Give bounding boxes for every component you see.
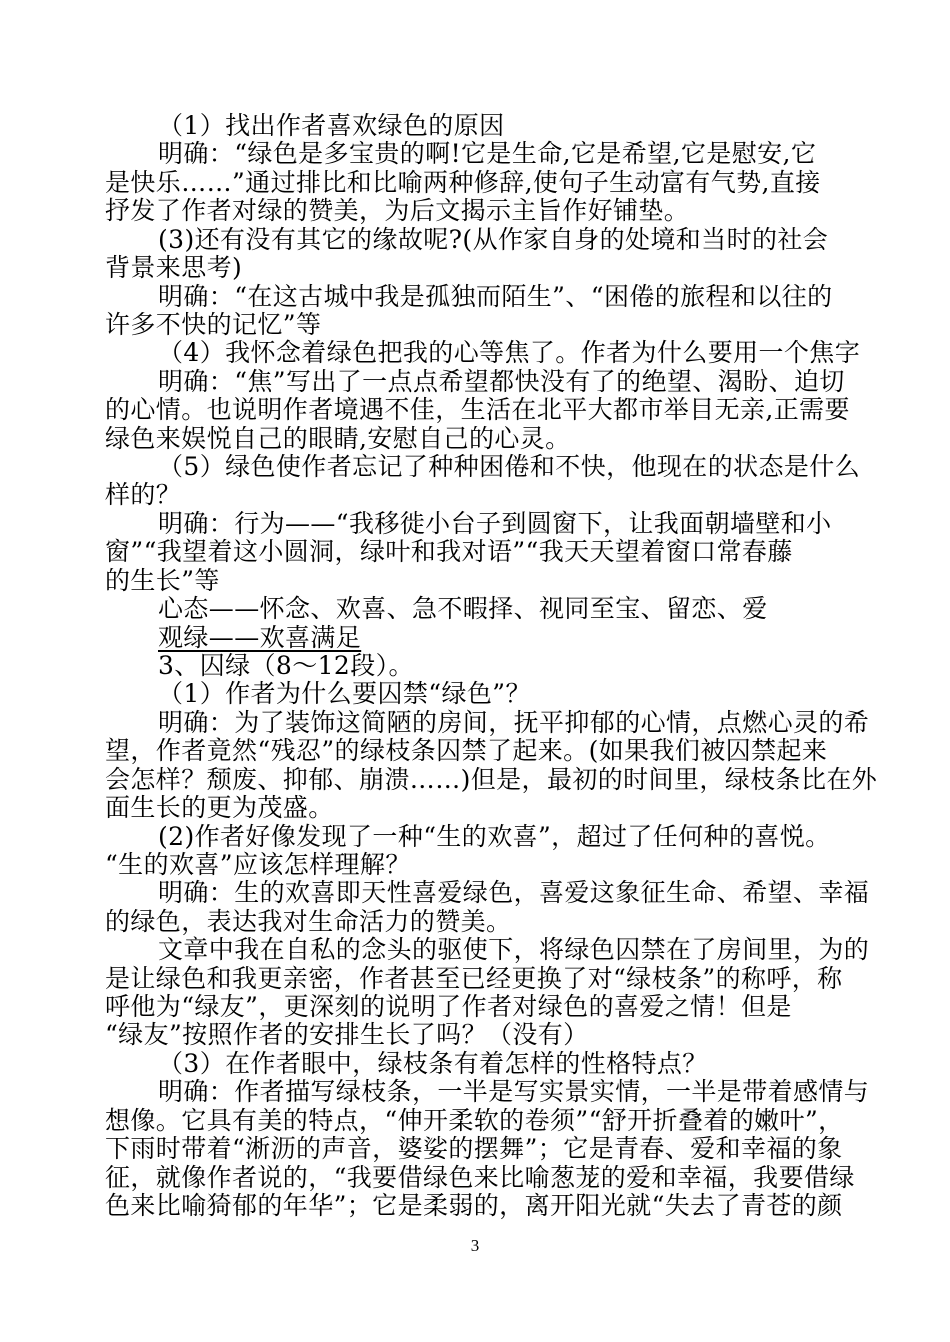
text-line: 许多不快的记忆”等 [105, 310, 322, 339]
section-summary: 观绿——欢喜满足 [158, 623, 362, 652]
text-line: 心态——怀念、欢喜、急不暇择、视同至宝、留恋、爱 [158, 594, 768, 623]
text-line: （1）找出作者喜欢绿色的原因 [158, 111, 505, 140]
text-line: 文章中我在自私的念头的驱使下，将绿色囚禁在了房间里，为的 [158, 935, 870, 964]
text-line: 的绿色，表达我对生命活力的赞美。 [105, 907, 512, 936]
text-line: “生的欢喜”应该怎样理解？ [105, 850, 411, 879]
text-line: 想像。它具有美的特点，“伸开柔软的卷须”“舒开折叠着的嫩叶”， [105, 1106, 844, 1135]
text-line: 色来比喻猗郁的年华”；它是柔弱的，离开阳光就“失去了青苍的颜 [105, 1191, 843, 1220]
text-line: 呼他为“绿友”，更深刻的说明了作者对绿色的喜爱之情！但是 [105, 992, 792, 1021]
text-line: 明确：生的欢喜即天性喜爱绿色，喜爱这象征生命、希望、幸福 [158, 878, 870, 907]
text-line: 是让绿色和我更亲密，作者甚至已经更换了对“绿枝条”的称呼，称 [105, 964, 843, 993]
text-line: 会怎样？颓废、抑郁、崩溃……)但是，最初的时间里，绿枝条比在外 [105, 765, 878, 794]
text-line: 的心情。也说明作者境遇不佳，生活在北平大都市举目无亲,正需要 [105, 395, 850, 424]
text-line: 征，就像作者说的，“我要借绿色来比喻葱茏的爱和幸福，我要借绿 [105, 1163, 855, 1192]
section-heading: 3、囚绿（8～12段）。 [158, 651, 414, 680]
text-line: （5）绿色使作者忘记了种种困倦和不快，他现在的状态是什么 [158, 452, 861, 481]
text-line: (2)作者好像发现了一种“生的欢喜”，超过了任何种的喜悦。 [158, 822, 831, 851]
text-line: 抒发了作者对绿的赞美，为后文揭示主旨作好铺垫。 [105, 196, 690, 225]
text-line: 窗”“我望着这小圆洞，绿叶和我对语”“我天天望着窗口常春藤 [105, 537, 793, 566]
text-line: “绿友”按照作者的安排生长了吗？（没有） [105, 1020, 589, 1049]
text-line: （3）在作者眼中，绿枝条有着怎样的性格特点？ [158, 1049, 708, 1078]
text-line: 望，作者竟然“残忍”的绿枝条囚禁了起来。(如果我们被囚禁起来 [105, 736, 828, 765]
text-line: 绿色来娱悦自己的眼睛,安慰自己的心灵。 [105, 424, 571, 453]
text-line: 明确：为了装饰这简陋的房间，抚平抑郁的心情，点燃心灵的希 [158, 708, 870, 737]
text-line: 明确：“绿色是多宝贵的啊!它是生命,它是希望,它是慰安,它 [158, 139, 817, 168]
page-number: 3 [470, 1236, 480, 1255]
text-line: 的生长”等 [105, 566, 220, 595]
text-line: 背景来思考) [105, 253, 243, 282]
text-line: 明确：作者描写绿枝条，一半是写实景实情，一半是带着感情与 [158, 1077, 870, 1106]
text-line: (3)还有没有其它的缘故呢?(从作家自身的处境和当时的社会 [158, 225, 829, 254]
text-line: 是快乐……”通过排比和比喻两种修辞,使句子生动富有气势,直接 [105, 168, 821, 197]
text-line: 明确：“在这古城中我是孤独而陌生”、“困倦的旅程和以往的 [158, 282, 833, 311]
text-line: 明确：行为——“我移徙小台子到圆窗下，让我面朝墙壁和小 [158, 509, 832, 538]
text-line: （4）我怀念着绿色把我的心等焦了。作者为什么要用一个焦字 [158, 338, 861, 367]
text-line: 面生长的更为茂盛。 [105, 793, 334, 822]
text-line: 下雨时带着“淅沥的声音，婆娑的摆舞”；它是青春、爱和幸福的象 [105, 1134, 843, 1163]
text-line: （1）作者为什么要囚禁“绿色”？ [158, 679, 531, 708]
text-line: 样的？ [105, 480, 182, 509]
text-line: 明确：“焦”写出了一点点希望都快没有了的绝望、渴盼、迫切 [158, 367, 845, 396]
